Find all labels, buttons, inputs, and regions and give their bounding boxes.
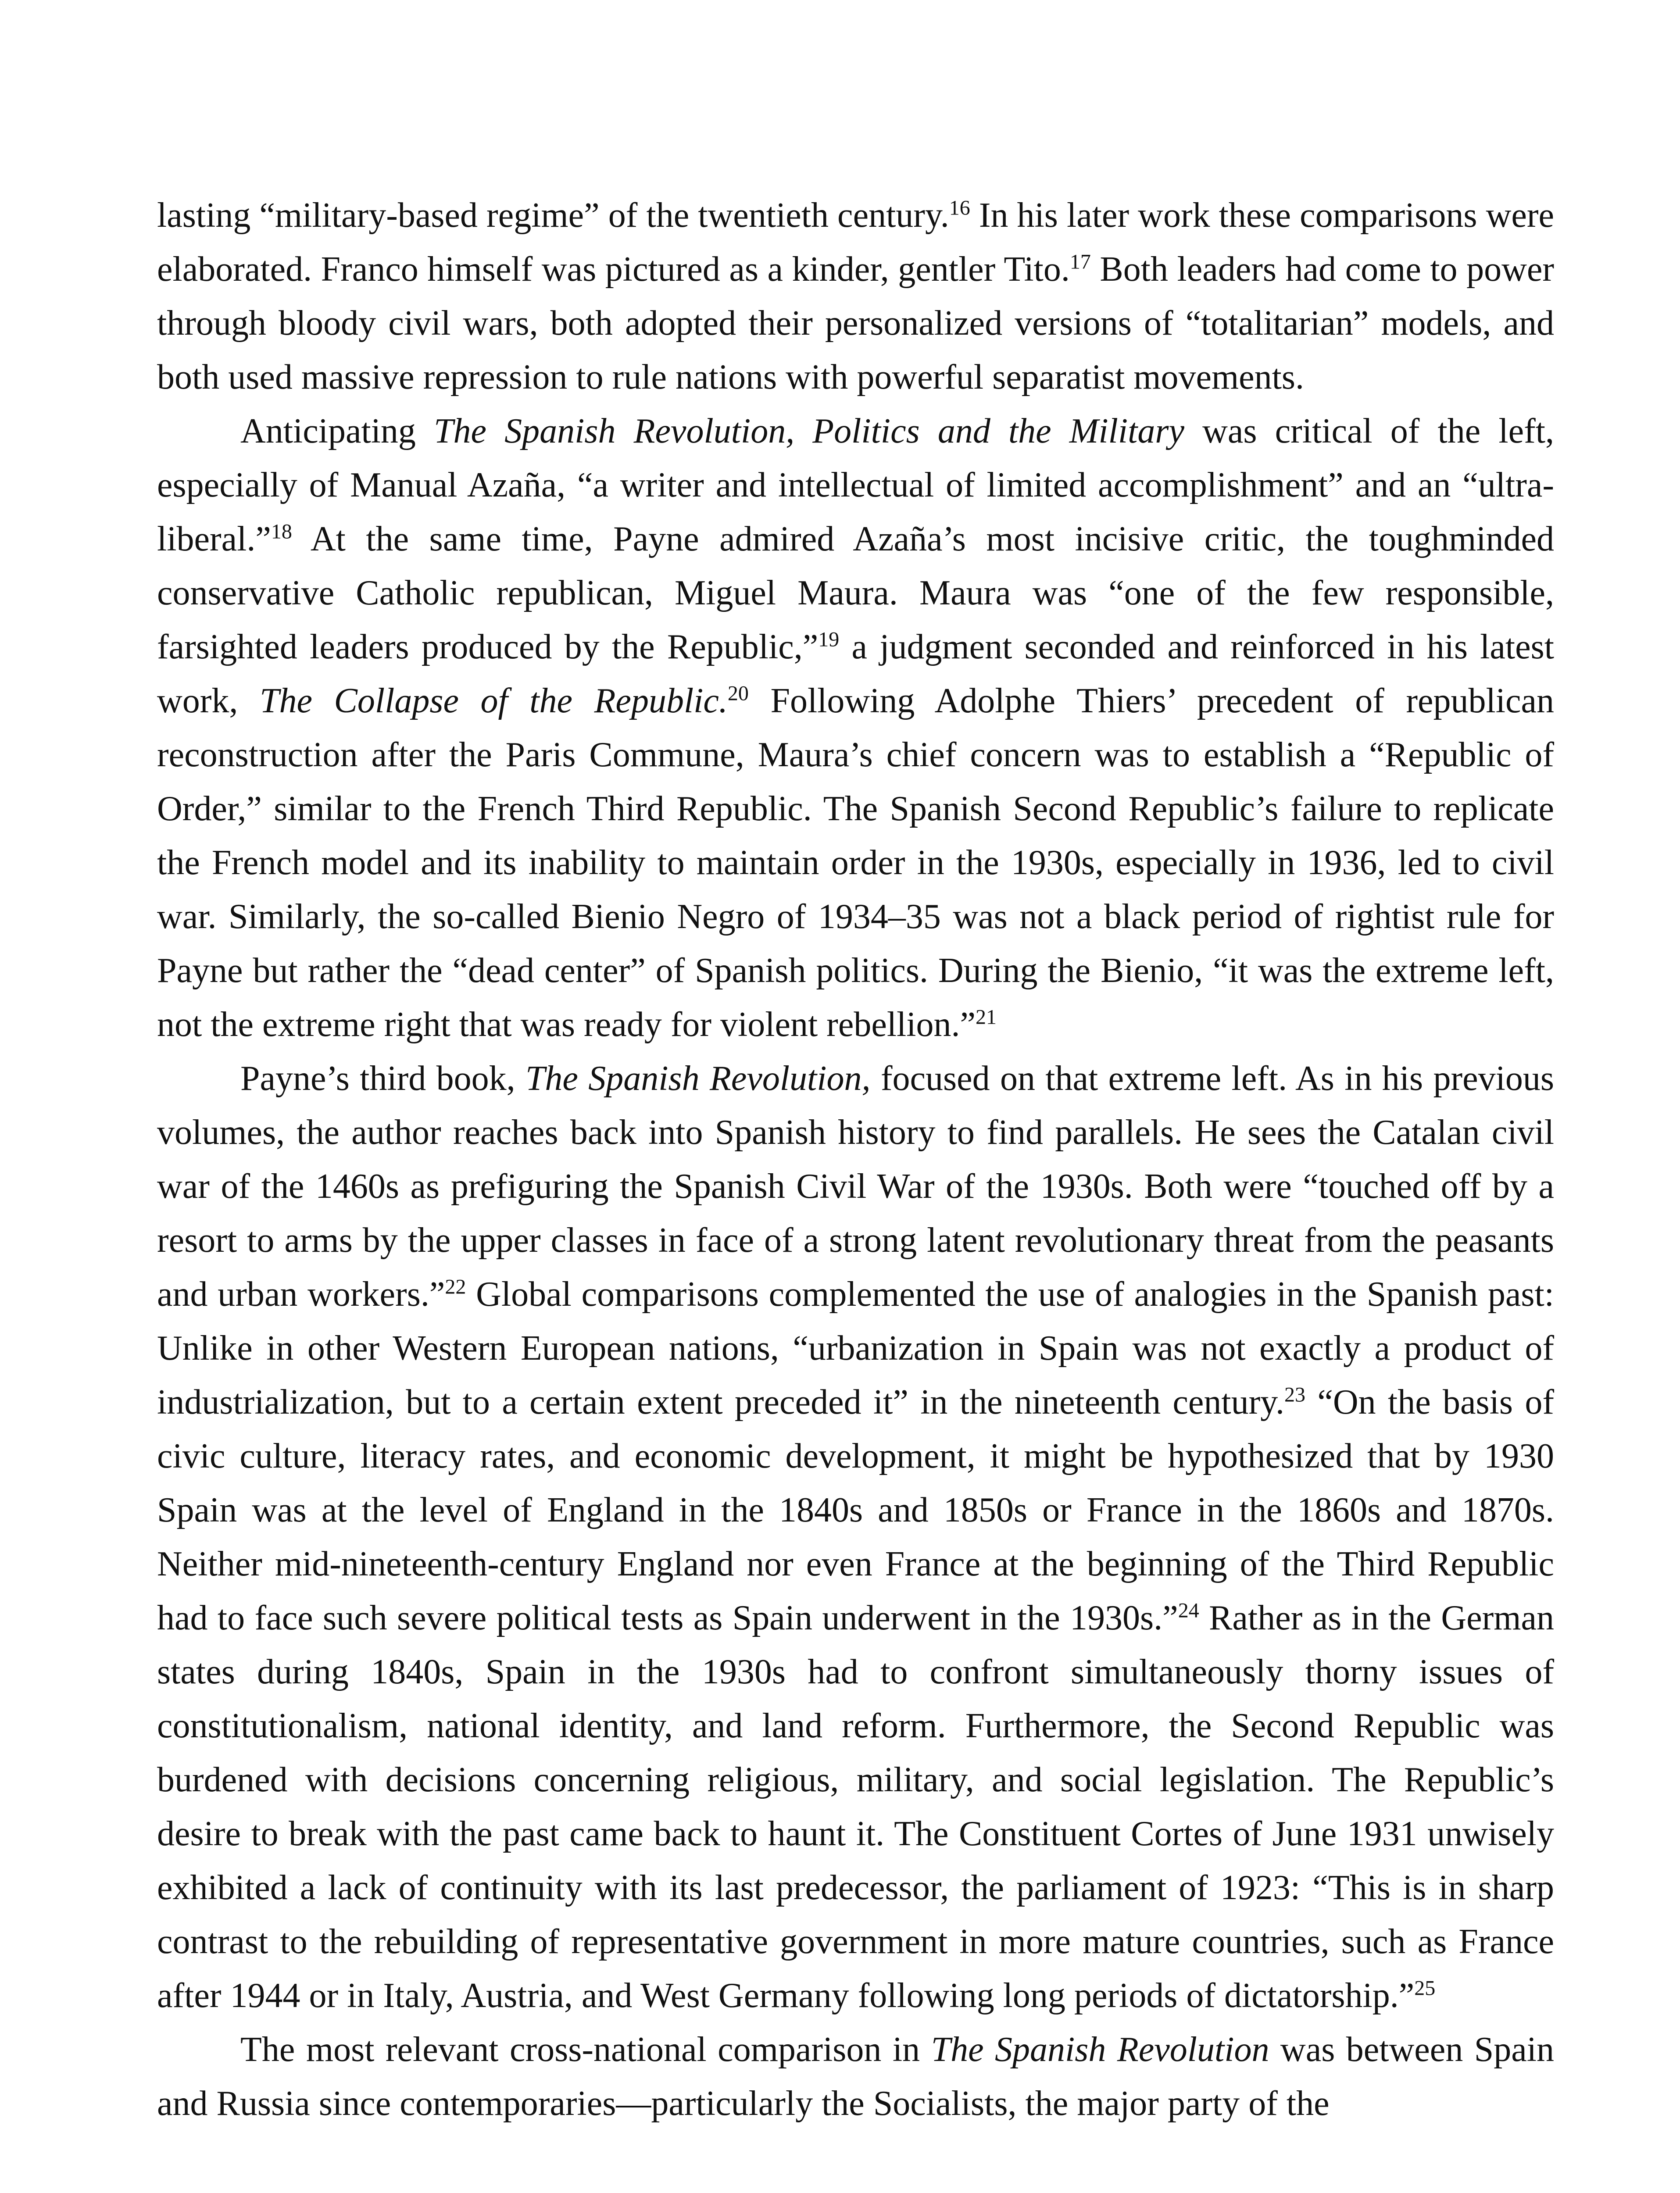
text-run: lasting “military-based regime” of the twentieth century. bbox=[157, 196, 949, 235]
italic-title: The Spanish Revolution, Politics and the Military bbox=[434, 412, 1184, 450]
paragraph bbox=[157, 189, 1554, 404]
footnote-marker: 19 bbox=[818, 628, 840, 651]
text-run: Following Adolphe Thiers’ precedent of republican reconstruction after the Paris Commune, Maura’s chief concern was to establish a “Republic of Order,” similar to the French Third Republic. The Spanish Second Republic’s failure to replicate the French model and its inability to maintain order in the 1930s, especially in 1936, led to civil war. Similarly, the so-called Bienio Negro of 1934–35 was not a black period of rightist rule for Payne but rather the “dead center” of Spanish politics. During the Bienio, “it was the extreme left, not the extreme right that was ready for violent rebellion.” bbox=[157, 682, 1555, 1044]
footnote-marker: 21 bbox=[976, 1005, 997, 1029]
footnote-marker: 16 bbox=[949, 196, 970, 220]
text-run: a judgment seconded and reinforced in his latest work, bbox=[157, 628, 1554, 720]
footnote-marker: 17 bbox=[1069, 250, 1091, 274]
text-run: focused on that extreme left. As in his previous volumes, the author reaches back into Spanish history to find parallels. He sees the Catalan civil war of the 1460s as prefiguring the Spanish Civil War of the 1930s. Both were “touched off by a resort to arms by the upper classes in face of a strong latent revolutionary threat from the peasants and urban workers.” bbox=[157, 1059, 1554, 1314]
paragraph bbox=[157, 2023, 1554, 2131]
footnote-marker: 20 bbox=[727, 682, 749, 705]
text-run: “On the basis of civic culture, literacy rates, and economic development, it might be hypothesized that by 1930 Spain was at the level of England in the 1840s and 1850s or France in the 1860s and 1870s. Neither mid-nineteenth-century England nor even France at the beginning of the Third Republic had to face such severe political tests as Spain underwent in the 1930s.” bbox=[157, 1383, 1554, 1637]
text-run: The most relevant cross-national comparison in bbox=[240, 2030, 931, 2069]
italic-title: The Collapse of the Republic. bbox=[259, 682, 728, 720]
text-run: At the same time, Payne admired Azaña’s most incisive critic, the toughminded conservative Catholic republican, Miguel Maura. Maura was “one of the few responsible, farsighted leaders produced by the Republic,” bbox=[157, 520, 1554, 666]
text-run: Global comparisons complemented the use of analogies in the Spanish past: Unlike in other Western European nations, “urbanization in Spain was not exactly a product of industrialization, but to a certain extent preceded it” in the nineteenth century. bbox=[157, 1275, 1554, 1422]
footnote-marker: 24 bbox=[1178, 1599, 1199, 1622]
text-run: was between Spain and Russia since contemporaries—particularly the Socialists, the major party of the bbox=[157, 2030, 1555, 2123]
text-run: Rather as in the German states during 1840s, Spain in the 1930s had to confront simultaneously thorny issues of constitutionalism, national identity, and land reform. Furthermore, the Second Republic was burdened with decisions concerning religious, military, and social legislation. The Republic’s desire to break with the past came back to haunt it. The Constituent Cortes of June 1931 unwisely exhibited a lack of continuity with its last predecessor, the parliament of 1923: “This is in sharp contrast to the rebuilding of representative government in more mature countries, such as France after 1944 or in Italy, Austria, and West Germany following long periods of dictatorship.” bbox=[157, 1599, 1554, 2015]
italic-title: The Spanish Revolution, bbox=[525, 1059, 871, 1098]
paragraph bbox=[157, 404, 1554, 1052]
text-run: In his later work these comparisons were elaborated. Franco himself was pictured as a kinder, gentler Tito. bbox=[157, 196, 1554, 289]
footnote-marker: 23 bbox=[1284, 1383, 1306, 1407]
text-run: Both leaders had come to power through bloody civil wars, both adopted their personalized versions of “totalitarian” models, and both used massive repression to rule nations with powerful separatist movements. bbox=[157, 250, 1554, 396]
footnote-marker: 18 bbox=[271, 520, 292, 543]
italic-title: The Spanish Revolution bbox=[931, 2030, 1269, 2069]
footnote-marker: 22 bbox=[445, 1275, 466, 1299]
paragraph bbox=[157, 1052, 1554, 2023]
text-run: was critical of the left, especially of Manual Azaña, “a writer and intellectual of limited accomplishment” and an “ultra-liberal.” bbox=[157, 412, 1555, 558]
text-run: Anticipating bbox=[240, 412, 434, 450]
footnote-marker: 25 bbox=[1414, 1976, 1436, 2000]
body-text bbox=[157, 189, 1554, 2131]
text-run: Payne’s third book, bbox=[240, 1059, 525, 1098]
